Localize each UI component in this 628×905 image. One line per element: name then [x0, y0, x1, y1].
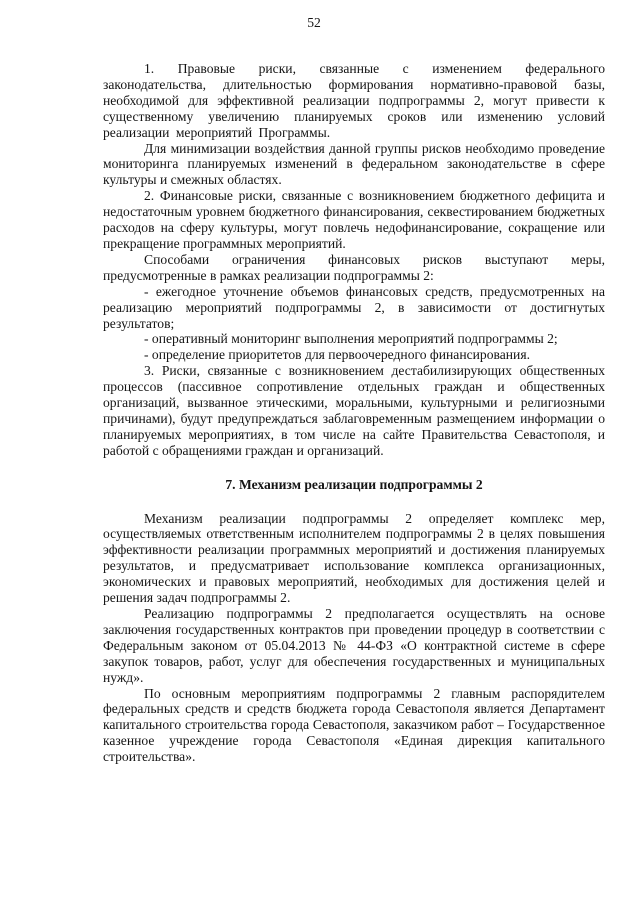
paragraph-mechanism: Механизм реализации подпрограммы 2 определяет комплекс мер, осуществляемых ответственным исполнителем подпрограммы 2 в целях повышения эффективности реализации программных мероприятий и достижения планируемых результатов, и предусматривает использование комплекса организационных, экономических и правовых мероприятий, необходимых для достижения целей и решения задач подпрограммы 2.	[103, 510, 605, 606]
list-item-funding-clarification: - ежегодное уточнение объемов финансовых средств, предусмотренных на реализацию мероприятий подпрограммы 2, в зависимости от достигнутых результатов;	[103, 283, 605, 331]
paragraph-legal-risks: 1. Правовые риски, связанные с изменением федерального законодательства, длительностью формирования нормативно-правовой базы, необходимой для эффективной реализации подпрограммы 2, могут привести к существенному увеличению планируемых сроков или изменению условий реализации мероприятий Программы.	[103, 61, 605, 140]
paragraph-financial-risks: 2. Финансовые риски, связанные с возникновением бюджетного дефицита и недостаточным уровнем бюджетного финансирования, секвестированием бюджетных расходов на сферу культуры, могут повлечь недофинансирование, сокращение или прекращение программных мероприятий.	[103, 188, 605, 251]
section-heading: 7. Механизм реализации подпрограммы 2	[225, 476, 483, 492]
page-number: 52	[307, 15, 321, 30]
paragraph-responsible-parties: По основным мероприятиям подпрограммы 2 главным распорядителем федеральных средств и средств бюджета города Севастополя является Департамент капитального строительства города Севастополя, заказчиком работ – Государственное казенное учреждение города Севастополя «Единая дирекция капитального строительства».	[103, 685, 605, 765]
paragraph-contracts: Реализацию подпрограммы 2 предполагается осуществлять на основе заключения государственных контрактов при проведении процедур в соответствии с Федеральным законом от 05.04.2013 № 44-ФЗ «О контрактной системе в сфере закупок товаров, работ, услуг для обеспечения государственных и муниципальных нужд».	[103, 606, 605, 685]
list-item-monitoring: - оперативный мониторинг выполнения мероприятий подпрограммы 2;	[144, 331, 558, 347]
paragraph-legal-risks-mitigation: Для минимизации воздействия данной группы рисков необходимо проведение мониторинга планируемых изменений в федеральном законодательстве в сфере культуры и смежных областях.	[103, 140, 605, 188]
paragraph-social-risks: 3. Риски, связанные с возникновением дестабилизирующих общественных процессов (пассивное сопротивление отдельных граждан и общественных организаций, вызванное этическими, моральными, культурными и религиозными причинами), будут предупреждаться заблаговременным размещением информации о планируемых мероприятиях, в том числе на сайте Правительства Севастополя, и работой с обращениями граждан и организаций.	[103, 363, 605, 458]
document-body	[103, 61, 605, 765]
paragraph-financial-risk-measures: Способами ограничения финансовых рисков выступают меры, предусмотренные в рамках реализации подпрограммы 2:	[103, 251, 605, 283]
list-item-priorities: - определение приоритетов для первоочередного финансирования.	[144, 347, 530, 363]
